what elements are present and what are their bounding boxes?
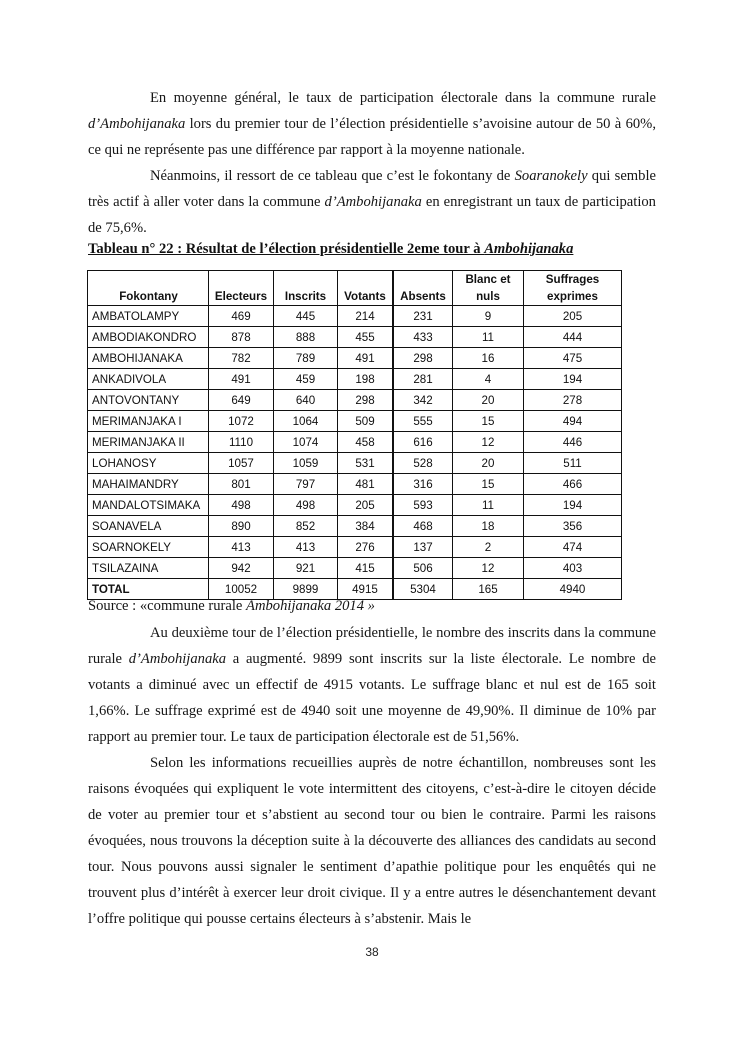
cell-suffrages: 475 (524, 348, 622, 369)
cell-fokontany: LOHANOSY (88, 453, 209, 474)
table-row (88, 453, 622, 474)
cell-inscrits: 1074 (274, 432, 338, 453)
cell-votants: 491 (338, 348, 394, 369)
cell-inscrits: 797 (274, 474, 338, 495)
text: qui semble très actif à aller voter dans la commune (88, 168, 656, 210)
cell-blanc-nuls: 4 (453, 369, 524, 390)
cell-absents: 555 (393, 411, 453, 432)
cell-suffrages: 356 (524, 516, 622, 537)
cell-suffrages: 278 (524, 390, 622, 411)
cell-votants: 458 (338, 432, 394, 453)
cell-votants: 509 (338, 411, 394, 432)
cell-blanc-nuls: 2 (453, 537, 524, 558)
cell-absents: 231 (393, 306, 453, 327)
cell-votants: 384 (338, 516, 394, 537)
cell-inscrits: 1059 (274, 453, 338, 474)
cell-absents: 433 (393, 327, 453, 348)
cell-suffrages: 474 (524, 537, 622, 558)
table-row (88, 306, 622, 327)
cell-absents: 137 (393, 537, 453, 558)
cell-fokontany: MAHAIMANDRY (88, 474, 209, 495)
cell-suffrages: 446 (524, 432, 622, 453)
cell-suffrages: 194 (524, 369, 622, 390)
cell-absents: 593 (393, 495, 453, 516)
cell-electeurs: 890 (209, 516, 274, 537)
cell-electeurs: 498 (209, 495, 274, 516)
cell-electeurs: 782 (209, 348, 274, 369)
cell-votants: 455 (338, 327, 394, 348)
cell-fokontany: TOTAL (88, 579, 209, 600)
cell-votants: 214 (338, 306, 394, 327)
cell-electeurs: 10052 (209, 579, 274, 600)
header-fokontany: Fokontany (88, 271, 209, 306)
cell-fokontany: AMBOHIJANAKA (88, 348, 209, 369)
table-row (88, 411, 622, 432)
cell-blanc-nuls: 16 (453, 348, 524, 369)
cell-electeurs: 469 (209, 306, 274, 327)
italic-text: d’Ambohijanaka (128, 651, 227, 667)
cell-blanc-nuls: 15 (453, 474, 524, 495)
cell-suffrages: 466 (524, 474, 622, 495)
cell-inscrits: 9899 (274, 579, 338, 600)
text: lors du premier tour de l’élection présidentielle s’avoisine autour de 50 à 60%, ce qui ne représente pas une différence par rapport à la moyenne nationale. (88, 116, 656, 158)
cell-absents: 298 (393, 348, 453, 369)
cell-fokontany: MERIMANJAKA II (88, 432, 209, 453)
cell-absents: 506 (393, 558, 453, 579)
cell-votants: 276 (338, 537, 394, 558)
table-row (88, 537, 622, 558)
text: a augmenté. 9899 sont inscrits sur la liste électorale. Le nombre de votants a diminué avec un effectif de 4915 votants. Le suffrage blanc et nul est de 165 soit 1,66%. Le suffrage exprimé est de 4940 soit une moyenne de 49,90%. Il diminue de 10% par rapport au premier tour. Le taux de participation électorale est de 51,56%. (88, 651, 656, 745)
cell-inscrits: 921 (274, 558, 338, 579)
header-line: nuls (476, 290, 500, 303)
table-source (88, 598, 375, 615)
cell-inscrits: 498 (274, 495, 338, 516)
text: en enregistrant un taux de participation de 75,6%. (88, 194, 656, 236)
cell-votants: 298 (338, 390, 394, 411)
cell-electeurs: 1057 (209, 453, 274, 474)
cell-inscrits: 413 (274, 537, 338, 558)
cell-blanc-nuls: 20 (453, 390, 524, 411)
cell-electeurs: 801 (209, 474, 274, 495)
cell-suffrages: 444 (524, 327, 622, 348)
cell-inscrits: 852 (274, 516, 338, 537)
cell-votants: 4915 (338, 579, 394, 600)
cell-votants: 531 (338, 453, 394, 474)
cell-inscrits: 789 (274, 348, 338, 369)
cell-votants: 415 (338, 558, 394, 579)
cell-blanc-nuls: 11 (453, 495, 524, 516)
cell-absents: 468 (393, 516, 453, 537)
header-inscrits: Inscrits (274, 271, 338, 306)
cell-suffrages: 511 (524, 453, 622, 474)
cell-absents: 5304 (393, 579, 453, 600)
cell-inscrits: 888 (274, 327, 338, 348)
cell-fokontany: MERIMANJAKA I (88, 411, 209, 432)
paragraph-participation-average (88, 85, 656, 163)
table-caption (88, 241, 573, 258)
cell-fokontany: SOANAVELA (88, 516, 209, 537)
table-row (88, 432, 622, 453)
cell-blanc-nuls: 11 (453, 327, 524, 348)
cell-suffrages: 205 (524, 306, 622, 327)
cell-absents: 316 (393, 474, 453, 495)
page-number: 38 (365, 945, 379, 959)
table-row (88, 327, 622, 348)
table-row (88, 495, 622, 516)
cell-suffrages: 4940 (524, 579, 622, 600)
cell-inscrits: 1064 (274, 411, 338, 432)
cell-blanc-nuls: 18 (453, 516, 524, 537)
caption-text: Tableau n° 22 : Résultat de l’élection présidentielle 2eme tour à (88, 241, 485, 257)
header-electeurs: Electeurs (209, 271, 274, 306)
cell-blanc-nuls: 20 (453, 453, 524, 474)
cell-fokontany: AMBODIAKONDRO (88, 327, 209, 348)
table-row (88, 516, 622, 537)
header-votants: Votants (338, 271, 394, 306)
cell-inscrits: 459 (274, 369, 338, 390)
header-suffrages-exprimes (524, 271, 622, 306)
text: Néanmoins, il ressort de ce tableau que c’est le fokontany de (150, 168, 515, 184)
cell-electeurs: 649 (209, 390, 274, 411)
cell-votants: 481 (338, 474, 394, 495)
cell-electeurs: 1110 (209, 432, 274, 453)
table-body (88, 306, 622, 600)
cell-absents: 616 (393, 432, 453, 453)
table-row (88, 369, 622, 390)
text: En moyenne général, le taux de participation électorale dans la commune rurale (150, 90, 656, 106)
cell-fokontany: ANKADIVOLA (88, 369, 209, 390)
table-row (88, 558, 622, 579)
header-line: Suffrages (545, 273, 600, 286)
table-total-row (88, 579, 622, 600)
cell-votants: 205 (338, 495, 394, 516)
table-row (88, 348, 622, 369)
cell-blanc-nuls: 12 (453, 432, 524, 453)
italic-text: d’Ambohijanaka (324, 194, 422, 210)
cell-electeurs: 1072 (209, 411, 274, 432)
header-line: exprimes (547, 290, 598, 303)
cell-electeurs: 942 (209, 558, 274, 579)
header-blanc-nuls (453, 271, 524, 306)
cell-electeurs: 878 (209, 327, 274, 348)
cell-fokontany: TSILAZAINA (88, 558, 209, 579)
cell-absents: 281 (393, 369, 453, 390)
table-row (88, 474, 622, 495)
table-row (88, 390, 622, 411)
cell-electeurs: 491 (209, 369, 274, 390)
source-text: Source : «commune rurale (88, 598, 247, 614)
results-table (87, 270, 622, 600)
caption-italic: Ambohijanaka (484, 241, 574, 257)
cell-fokontany: SOARNOKELY (88, 537, 209, 558)
italic-text: d’Ambohijanaka (88, 116, 186, 132)
paragraph-second-round (88, 620, 656, 750)
cell-absents: 342 (393, 390, 453, 411)
header-line: Blanc et (465, 273, 511, 286)
cell-inscrits: 640 (274, 390, 338, 411)
cell-blanc-nuls: 15 (453, 411, 524, 432)
header-absents: Absents (393, 271, 453, 306)
cell-electeurs: 413 (209, 537, 274, 558)
cell-blanc-nuls: 165 (453, 579, 524, 600)
text: Au deuxième tour de l’élection présidentielle, le nombre des inscrits dans la commune rurale (88, 625, 656, 667)
cell-suffrages: 403 (524, 558, 622, 579)
cell-fokontany: AMBATOLAMPY (88, 306, 209, 327)
cell-suffrages: 194 (524, 495, 622, 516)
cell-votants: 198 (338, 369, 394, 390)
paragraph-reasons (88, 750, 656, 932)
cell-fokontany: ANTOVONTANY (88, 390, 209, 411)
cell-fokontany: MANDALOTSIMAKA (88, 495, 209, 516)
cell-blanc-nuls: 12 (453, 558, 524, 579)
italic-text: Soaranokely (514, 168, 588, 184)
paragraph-soaranokely (88, 163, 656, 241)
cell-inscrits: 445 (274, 306, 338, 327)
cell-suffrages: 494 (524, 411, 622, 432)
cell-absents: 528 (393, 453, 453, 474)
cell-blanc-nuls: 9 (453, 306, 524, 327)
text: Selon les informations recueillies auprès de notre échantillon, nombreuses sont les raisons évoquées qui expliquent le vote intermittent des citoyens, c’est-à-dire le citoyen décide de voter au premier tour et s’abstient au second tour ou bien le contraire. Parmi les raisons évoquées, nous trouvons la déception suite à la découverte des alliances des candidats au second tour. Nous pouvons aussi signaler le sentiment d’apathie politique pour les enquêtés qui ne trouvent plus d’intérêt à exercer leur droit civique. Il y a entre autres le désenchantement devant l’offre politique qui pousse certains électeurs à s’abstenir. Mais le (88, 755, 656, 927)
source-italic: Ambohijanaka 2014 » (246, 598, 375, 614)
table-header-row (88, 271, 622, 306)
